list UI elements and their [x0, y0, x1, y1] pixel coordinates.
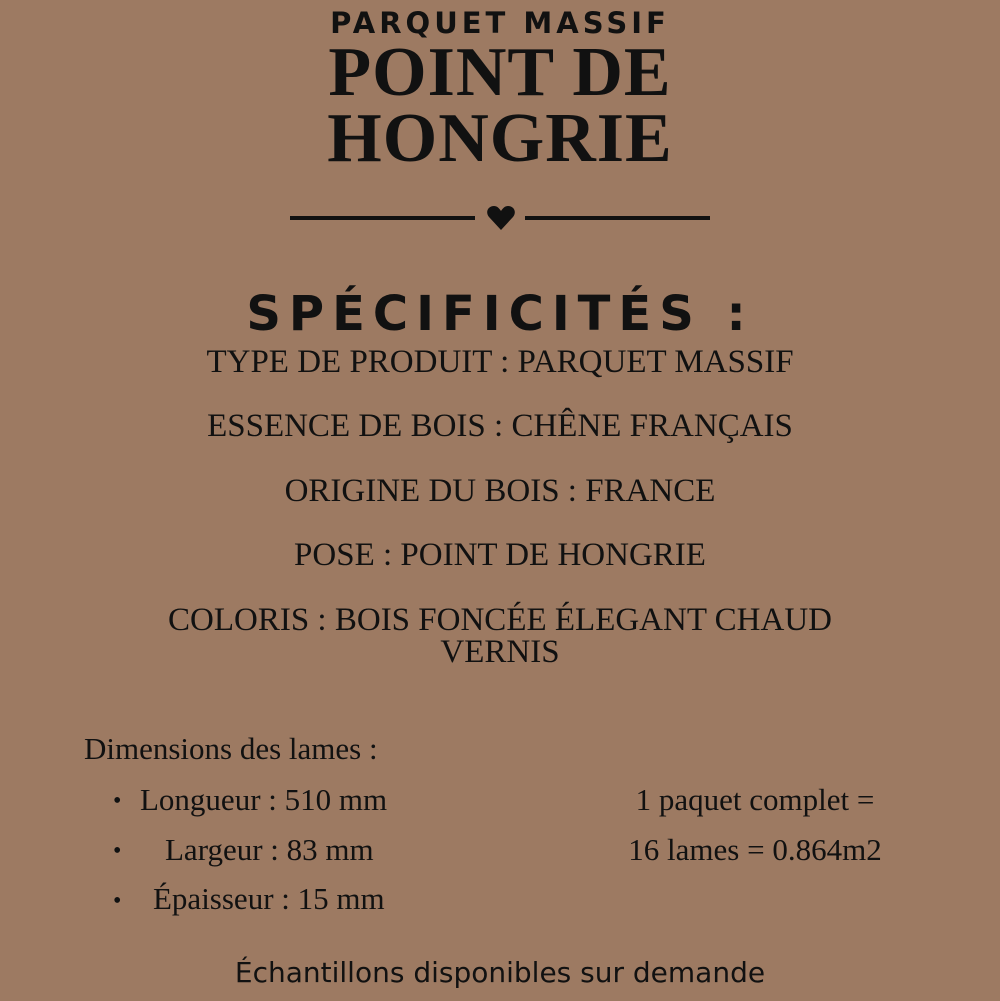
package-line-1: 1 paquet complet = [635, 782, 875, 817]
spec-wood-origin: ORIGINE DU BOIS : FRANCE [284, 473, 716, 509]
bullet-icon: • [113, 788, 122, 814]
divider-line-right [525, 216, 710, 220]
dimension-width: Largeur : 83 mm [165, 832, 374, 867]
title-line-1: POINT DE [328, 34, 672, 111]
spec-color-line-1: COLORIS : BOIS FONCÉE ÉLEGANT CHAUD [168, 602, 832, 638]
samples-note: Échantillons disponibles sur demande [234, 956, 766, 989]
specifications-heading: SPÉCIFICITÉS : [246, 286, 754, 342]
dimensions-title: Dimensions des lames : [84, 731, 378, 766]
heart-icon [486, 203, 516, 233]
spec-installation: POSE : POINT DE HONGRIE [294, 537, 706, 573]
bullet-icon: • [113, 838, 122, 864]
divider-line-left [290, 216, 475, 220]
title-line-2: HONGRIE [327, 100, 673, 177]
spec-wood-essence: ESSENCE DE BOIS : CHÊNE FRANÇAIS [207, 408, 793, 444]
kicker-text: PARQUET MASSIF [330, 6, 670, 40]
heart-divider [290, 200, 710, 236]
spec-product-type: TYPE DE PRODUIT : PARQUET MASSIF [206, 344, 794, 380]
spec-color-line-2: VERNIS [440, 634, 560, 670]
bullet-icon: • [113, 888, 122, 914]
dimension-thickness: Épaisseur : 15 mm [153, 881, 385, 916]
page-title [0, 34, 1000, 177]
dimension-length: Longueur : 510 mm [140, 782, 388, 817]
package-line-2: 16 lames = 0.864m2 [628, 832, 882, 867]
